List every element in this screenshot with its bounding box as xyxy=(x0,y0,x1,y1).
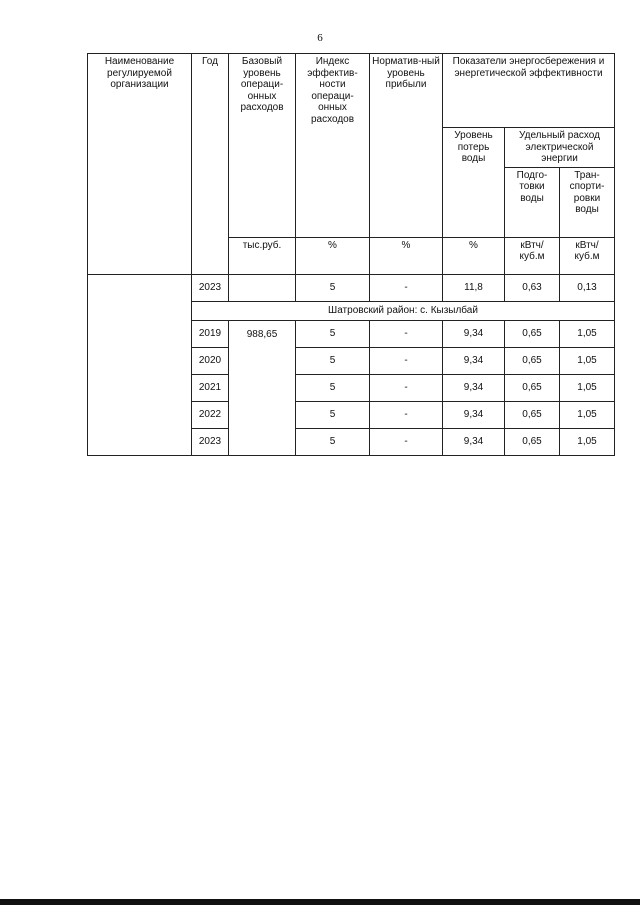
index-cell: 5 xyxy=(296,428,370,455)
transport-cell: 1,05 xyxy=(560,347,615,374)
losses-cell: 11,8 xyxy=(443,274,505,301)
header-year: Год xyxy=(192,54,229,275)
norm-cell: - xyxy=(370,428,443,455)
prep-cell: 0,65 xyxy=(505,347,560,374)
base-cell: 988,65 xyxy=(229,320,296,455)
header-prep: Подго-товки воды xyxy=(505,167,560,237)
prep-cell: 0,63 xyxy=(505,274,560,301)
transport-cell: 1,05 xyxy=(560,428,615,455)
norm-cell: - xyxy=(370,274,443,301)
losses-cell: 9,34 xyxy=(443,347,505,374)
year-cell: 2020 xyxy=(192,347,229,374)
unit-norm: % xyxy=(370,237,443,274)
org-cell xyxy=(88,274,192,455)
losses-cell: 9,34 xyxy=(443,320,505,347)
losses-cell: 9,34 xyxy=(443,428,505,455)
scan-edge-bar xyxy=(0,899,640,905)
norm-cell: - xyxy=(370,401,443,428)
header-specific: Удельный расход электрической энергии xyxy=(505,128,615,168)
tariff-table xyxy=(87,53,615,456)
prep-cell: 0,65 xyxy=(505,320,560,347)
transport-cell: 1,05 xyxy=(560,401,615,428)
transport-cell: 1,05 xyxy=(560,374,615,401)
header-indicators: Показатели энергосбережения и энергетической эффективности xyxy=(443,54,615,128)
header-norm: Норматив-ный уровень прибыли xyxy=(370,54,443,238)
unit-index: % xyxy=(296,237,370,274)
prep-cell: 0,65 xyxy=(505,374,560,401)
norm-cell: - xyxy=(370,374,443,401)
index-cell: 5 xyxy=(296,401,370,428)
unit-transport: кВтч/ куб.м xyxy=(560,237,615,274)
norm-cell: - xyxy=(370,320,443,347)
index-cell: 5 xyxy=(296,320,370,347)
page-number: 6 xyxy=(317,32,323,44)
base-cell xyxy=(229,274,296,301)
section-title: Шатровский район: с. Кызылбай xyxy=(192,301,615,320)
prep-cell: 0,65 xyxy=(505,401,560,428)
unit-losses: % xyxy=(443,237,505,274)
index-cell: 5 xyxy=(296,374,370,401)
norm-cell: - xyxy=(370,347,443,374)
prep-cell: 0,65 xyxy=(505,428,560,455)
year-cell: 2023 xyxy=(192,428,229,455)
header-index: Индекс эффектив-ности операци-онных расходов xyxy=(296,54,370,238)
header-org: Наименование регулируемой организации xyxy=(88,54,192,275)
header-losses: Уровень потерь воды xyxy=(443,128,505,238)
index-cell: 5 xyxy=(296,274,370,301)
year-cell: 2023 xyxy=(192,274,229,301)
transport-cell: 1,05 xyxy=(560,320,615,347)
year-cell: 2021 xyxy=(192,374,229,401)
unit-prep: кВтч/ куб.м xyxy=(505,237,560,274)
header-base: Базовый уровень операци-онных расходов xyxy=(229,54,296,238)
losses-cell: 9,34 xyxy=(443,401,505,428)
header-transport: Тран-спорти-ровки воды xyxy=(560,167,615,237)
table-row xyxy=(88,274,615,301)
losses-cell: 9,34 xyxy=(443,374,505,401)
year-cell: 2022 xyxy=(192,401,229,428)
year-cell: 2019 xyxy=(192,320,229,347)
index-cell: 5 xyxy=(296,347,370,374)
unit-base: тыс.руб. xyxy=(229,237,296,274)
transport-cell: 0,13 xyxy=(560,274,615,301)
